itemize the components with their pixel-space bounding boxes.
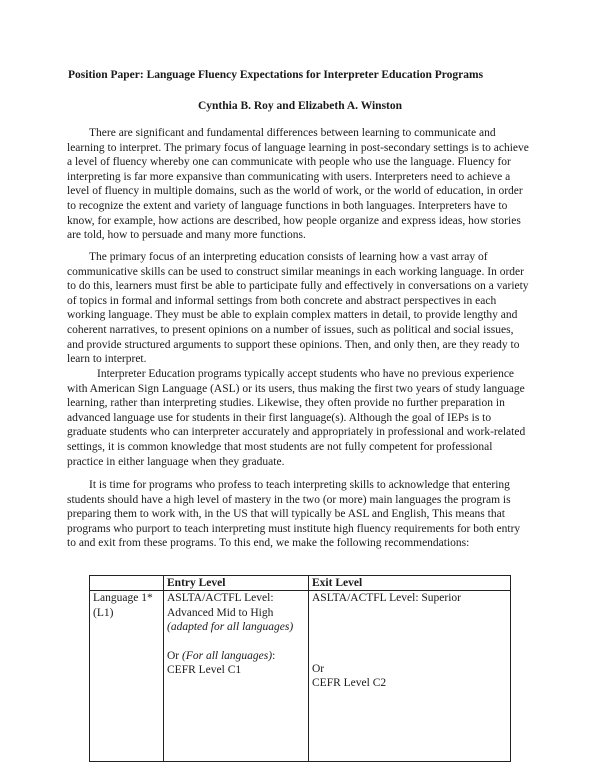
table-row: [90, 591, 511, 762]
paragraph-3: Interpreter Education programs typically accept students who have no previous experience with American Sign Language (ASL) or its users, thus making the first two years of study language learning, rather than interpreting studies. Likewise, they often provide no further preparation in advanced language use for students in their first language(s). Although the goal of IEPs is to graduate students who can interpreter accurately and appropriately in professional and work-related settings, it is common knowledge that most students are not fully competent for professional practice in either language when they graduate.: [67, 368, 526, 468]
entry-adapted-note: (adapted for all languages): [167, 621, 294, 634]
paragraph-2: The primary focus of an interpreting education consists of learning how a vast array of communicative skills can be used to construct similar meanings in each working language. In order to do this, learners must first be able to participate fully and effectively in conversations on a variety of topics in formal and informal settings from both concrete and abstract perspectives in each working language. They must be able to explain complex matters in detail, to provide lengthy and coherent narratives, to present opinions on a number of issues, such as political and social issues, and provide structured arguments to support these opinions. Then, and only then, are they ready to learn to interpret.: [67, 251, 529, 366]
table-header-blank: [90, 576, 164, 591]
paragraph-4: It is time for programs who profess to teach interpreting skills to acknowledge that entering students should have a high level of mastery in the two (or more) main languages the program is preparing them to work with, in the US that will typically be ASL and English, This means that programs who purport to teach interpreting must institute high fluency requirements for both entry to and exit from these programs. To this end, we make the following recommendations:: [67, 479, 521, 550]
exit-or: Or: [312, 662, 325, 675]
exit-actfl-level: ASLTA/ACTFL Level: Superior: [312, 592, 461, 605]
exit-cefr-level: CEFR Level C2: [312, 677, 387, 690]
paper-authors: Cynthia B. Roy and Elizabeth A. Winston: [197, 100, 403, 112]
row-label-l1: Language 1* (L1): [90, 591, 164, 762]
entry-level-cell: [164, 591, 309, 762]
entry-or-line: [167, 649, 305, 663]
table-header-exit: Exit Level: [309, 576, 511, 591]
table-header-row: [90, 576, 511, 591]
entry-actfl-level: ASLTA/ACTFL Level: Advanced Mid to High: [167, 592, 274, 619]
entry-cefr-level: CEFR Level C1: [167, 664, 242, 677]
paragraph-1: There are significant and fundamental differences between learning to communicate and learning to interpret. The primary focus of language learning in post-secondary settings is to achieve a level of fluency whereby one can communicate with people who use the language. Fluency for interpreting is far more expansive than communicating with users. Interpreters need to achieve a level of fluency in multiple domains, such as the world of work, or the world of education, in order to recognize the extent and variety of language functions in both languages. Interpreters have to know, for example, how actions are described, how people organize and express ideas, how stories are told, how to persuade and many more functions.: [67, 127, 529, 242]
exit-level-cell: [309, 591, 511, 762]
table-header-entry: Entry Level: [164, 576, 309, 591]
entry-or-prefix: Or: [167, 649, 183, 662]
fluency-levels-table: [89, 575, 511, 762]
entry-or-suffix: :: [272, 649, 276, 662]
entry-or-italic: (For all languages): [182, 649, 273, 662]
paper-title: Position Paper: Language Fluency Expectations for Interpreter Education Programs: [68, 69, 484, 81]
